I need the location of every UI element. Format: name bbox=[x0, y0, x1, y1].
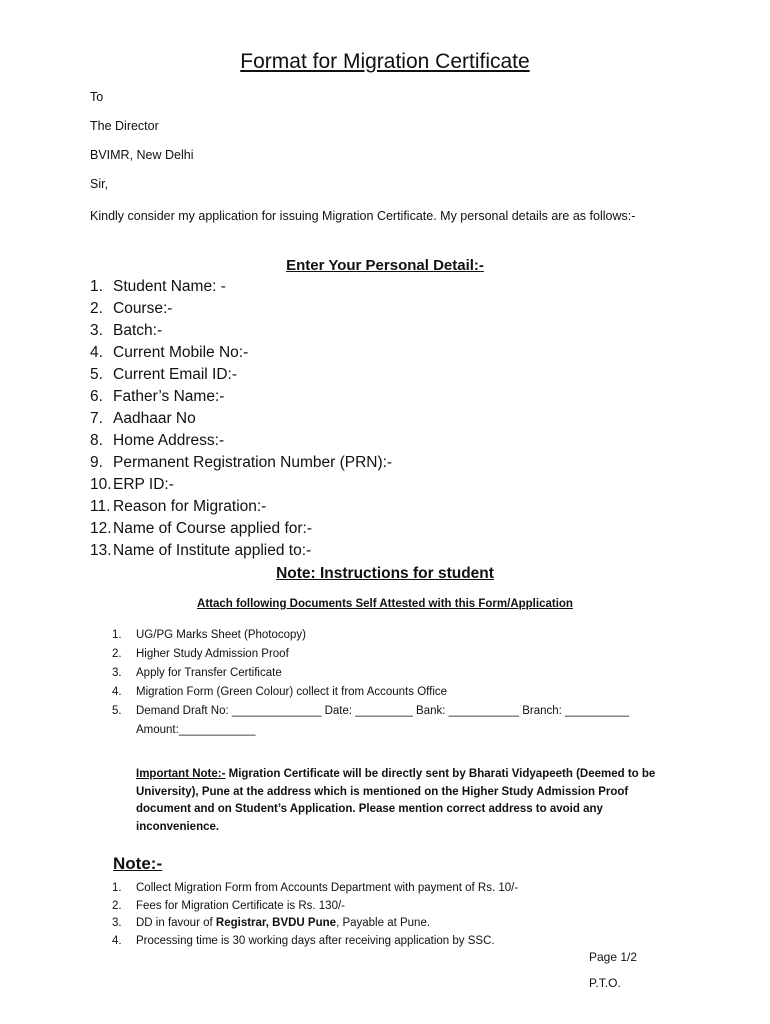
note-list bbox=[112, 880, 692, 950]
document-item bbox=[112, 683, 692, 702]
document-item-text: Apply for Transfer Certificate bbox=[136, 667, 282, 679]
document-title: Format for Migration Certificate bbox=[240, 50, 530, 73]
detail-item-number: 3. bbox=[90, 322, 103, 339]
detail-item-label: Father’s Name:- bbox=[113, 388, 225, 405]
detail-item bbox=[90, 342, 392, 364]
note-item-number: 1. bbox=[112, 882, 122, 894]
detail-item bbox=[90, 496, 392, 518]
note-item-text: Processing time is 30 working days after receiving application by SSC. bbox=[136, 934, 495, 947]
personal-detail-list bbox=[90, 276, 392, 562]
detail-item bbox=[90, 540, 392, 562]
detail-item-number: 10. bbox=[90, 476, 112, 493]
document-item-text: Migration Form (Green Colour) collect it from Accounts Office bbox=[136, 686, 448, 698]
detail-item-number: 7. bbox=[90, 410, 103, 427]
detail-item-number: 1. bbox=[90, 278, 103, 295]
detail-item-label: Student Name: - bbox=[113, 278, 226, 295]
detail-item bbox=[90, 364, 392, 386]
detail-item-number: 9. bbox=[90, 454, 103, 471]
document-item-number: 1. bbox=[112, 629, 122, 641]
note-heading: Note:- bbox=[113, 854, 163, 873]
document-item-number: 3. bbox=[112, 667, 122, 679]
detail-item bbox=[90, 452, 392, 474]
page-number: Page 1/2 bbox=[589, 950, 638, 964]
detail-item bbox=[90, 320, 392, 342]
detail-item-number: 11. bbox=[90, 498, 111, 515]
important-note bbox=[136, 766, 686, 836]
detail-item-label: Current Email ID:- bbox=[113, 366, 238, 383]
document-item-continuation: Amount:____________ bbox=[136, 724, 256, 736]
detail-item-number: 8. bbox=[90, 432, 103, 449]
intro-paragraph: Kindly consider my application for issuing Migration Certificate. My personal details are as follows:- bbox=[90, 209, 636, 223]
detail-item bbox=[90, 386, 392, 408]
note-item-text: Fees for Migration Certificate is Rs. 130/- bbox=[136, 899, 345, 912]
instructions-heading: Note: Instructions for student bbox=[276, 565, 494, 582]
detail-item-number: 4. bbox=[90, 344, 103, 361]
detail-item-label: Name of Course applied for:- bbox=[113, 520, 313, 537]
personal-detail-heading: Enter Your Personal Detail:- bbox=[286, 257, 484, 274]
note-item-bold-text: Registrar, BVDU Pune bbox=[215, 917, 337, 929]
address-recipient: The Director bbox=[90, 119, 159, 133]
detail-item-number: 12. bbox=[90, 520, 112, 537]
note-item-text: Collect Migration Form from Accounts Department with payment of Rs. 10/- bbox=[136, 882, 519, 894]
note-item bbox=[112, 898, 692, 916]
document-item bbox=[112, 645, 692, 664]
document-item-text: Higher Study Admission Proof bbox=[136, 648, 289, 660]
pto-label: P.T.O. bbox=[589, 976, 621, 990]
detail-item-number: 5. bbox=[90, 366, 103, 383]
detail-item bbox=[90, 276, 392, 298]
detail-item-label: Home Address:- bbox=[113, 432, 225, 449]
note-item-number: 4. bbox=[112, 934, 122, 947]
document-item-text: Demand Draft No: ______________ Date: _________ Bank: ___________ Branch: __________ bbox=[136, 705, 629, 717]
detail-item-number: 6. bbox=[90, 388, 103, 405]
important-note-text: Migration Certificate will be directly sent by Bharati Vidyapeeth (Deemed to be University), Pune at the address which is mentioned on the Higher Study Admission Proof document and on Student’s Application. Please mention correct address to avoid any inconvenience. bbox=[136, 768, 656, 833]
document-item bbox=[112, 626, 692, 645]
note-item bbox=[112, 880, 692, 898]
detail-item-label: Course:- bbox=[113, 300, 173, 317]
detail-item-label: Current Mobile No:- bbox=[113, 344, 249, 361]
important-note-label: Important Note:- bbox=[136, 768, 226, 780]
detail-item bbox=[90, 518, 392, 540]
note-item-text: DD in favour of bbox=[136, 917, 216, 929]
detail-item bbox=[90, 408, 392, 430]
note-item-number: 2. bbox=[112, 899, 122, 912]
attach-documents-heading: Attach following Documents Self Attested with this Form/Application bbox=[197, 598, 573, 610]
salutation: Sir, bbox=[90, 177, 109, 191]
note-item bbox=[112, 933, 692, 951]
document-item-number: 5. bbox=[112, 705, 122, 717]
detail-item bbox=[90, 474, 392, 496]
detail-item-label: Batch:- bbox=[113, 322, 163, 339]
document-item-number: 4. bbox=[112, 686, 122, 698]
detail-item-label: Reason for Migration:- bbox=[113, 498, 267, 515]
detail-item-number: 13. bbox=[90, 542, 112, 559]
detail-item-number: 2. bbox=[90, 300, 103, 317]
address-org: BVIMR, New Delhi bbox=[90, 148, 194, 162]
address-to: To bbox=[90, 90, 104, 104]
detail-item-label: Aadhaar No bbox=[113, 410, 196, 427]
document-item bbox=[112, 664, 692, 683]
detail-item-label: Permanent Registration Number (PRN):- bbox=[113, 454, 393, 471]
note-item bbox=[112, 915, 692, 933]
detail-item-label: Name of Institute applied to:- bbox=[113, 542, 312, 559]
detail-item-label: ERP ID:- bbox=[113, 476, 174, 493]
detail-item bbox=[90, 298, 392, 320]
note-item-number: 3. bbox=[112, 917, 122, 929]
document-item-text: UG/PG Marks Sheet (Photocopy) bbox=[136, 629, 307, 641]
document-item-number: 2. bbox=[112, 648, 122, 660]
documents-list bbox=[112, 626, 692, 740]
detail-item bbox=[90, 430, 392, 452]
note-item-text-end: , Payable at Pune. bbox=[336, 917, 431, 929]
document-item bbox=[112, 702, 692, 740]
